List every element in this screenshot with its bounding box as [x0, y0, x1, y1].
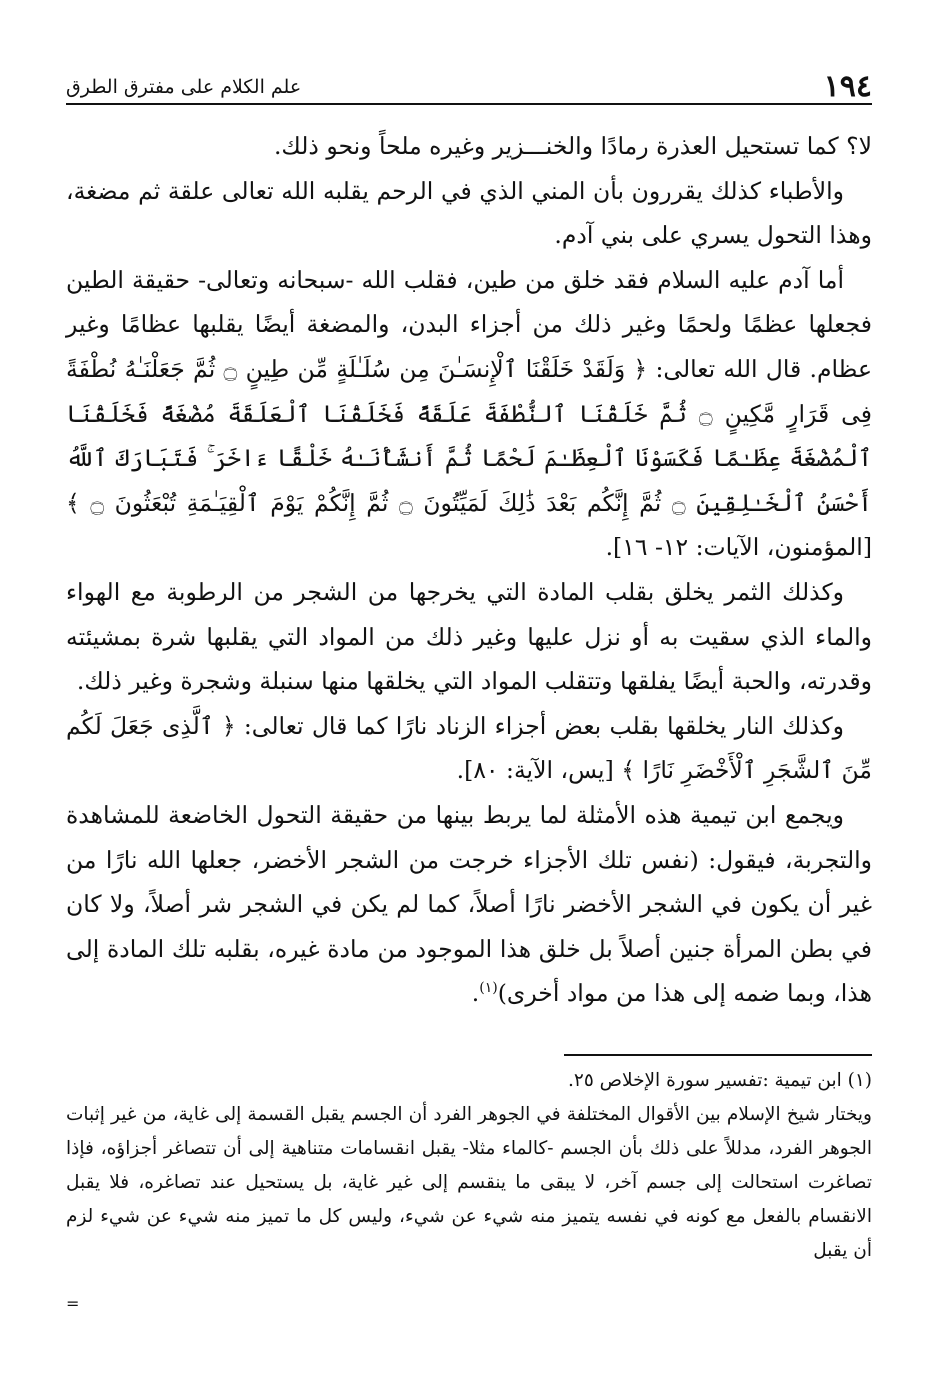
paragraph-2: والأطباء كذلك يقررون بأن المني الذي في الرحم يقلبه الله تعالى علقة ثم مضغة، وهذا التحول يسري على بني آدم.: [66, 176, 872, 250]
header-divider: [66, 103, 872, 105]
paragraph-4: وكذلك الثمر يخلق بقلب المادة التي يخرجها من الشجر من الرطوبة مع الهواء والماء الذي سقيت به أو نزل عليها وغير ذلك من المواد التي يقلبها شرة بمشيئته وقدرته، والحبة أيضًا يفلقها وتتقلب المواد التي يخلقها منها سنبلة وشجرة وغير ذلك.: [66, 577, 872, 696]
footnote-reference: (١) ابن تيمية :تفسير سورة الإخلاص ٢٥.: [568, 1070, 872, 1091]
paragraph-5: وكذلك النار يخلقها بقلب بعض أجزاء الزناد نارًا كما قال تعالى: ﴿ ٱلَّذِى جَعَلَ لَكُم مِّنَ ٱلشَّجَرِ ٱلْأَخْضَرِ نَارًا ﴾ [يس، الآية: ٨٠].: [66, 711, 872, 785]
paragraph-6: ويجمع ابن تيمية هذه الأمثلة لما يربط بينها من حقيقة التحول الخاضعة للمشاهدة والتجربة، فيقول: (نفس تلك الأجزاء خرجت من الشجر الأخضر، جعلها الله نارًا من غير أن يكون في الشجر الأخضر نارًا أصلاً، كما لم يكن في الشجر شر أصلاً، ولا كان في بطن المرأة جنين أصلاً بل خلق هذا الموجود من مادة غيره، بقلبه تلك المادة إلى هذا، وبما ضمه إلى هذا من مواد أخرى)$^{(١)}$.: [66, 800, 872, 1008]
running-title: علم الكلام على مفترق الطرق: [66, 76, 302, 98]
footnotes: [66, 1064, 872, 1268]
continuation-mark: =: [66, 1294, 80, 1313]
main-text: [66, 124, 872, 1016]
paragraph-3: أما آدم عليه السلام فقد خلق من طين، فقلب الله -سبحانه وتعالى- حقيقة الطين فجعلها عظمًا ولحمًا وغير ذلك من أجزاء البدن، والمضغة أيضًا يقلبها عظامًا وغير عظام. قال الله تعالى: ﴿ وَلَقَدْ خَلَقْنَا ٱلْإِنسَـٰنَ مِن سُلَـٰلَةٍ مِّن طِينٍ ۝ ثُمَّ جَعَلْنَـٰهُ نُطْفَةً فِى قَرَارٍ مَّكِينٍ ۝ ثُمَّ خَلَقْنَا ٱلنُّطْفَةَ عَلَقَةً فَخَلَقْنَا ٱلْعَلَقَةَ مُضْغَةً فَخَلَقْنَا ٱلْمُضْغَةَ عِظَـٰمًا فَكَسَوْنَا ٱلْعِظَـٰمَ لَحْمًا ثُمَّ أَنشَأْنَـٰهُ خَلْقًا ءَاخَرَ ۚ فَتَبَارَكَ ٱللَّهُ أَحْسَنُ ٱلْخَـٰلِقِينَ ۝ ثُمَّ إِنَّكُم بَعْدَ ذَٰلِكَ لَمَيِّتُونَ ۝ ثُمَّ إِنَّكُمْ يَوْمَ ٱلْقِيَـٰمَةِ تُبْعَثُونَ ۝ ﴾ [المؤمنون، الآيات: ١٢- ١٦].: [66, 265, 873, 562]
paragraph-6-text: ويجمع ابن تيمية هذه الأمثلة لما يربط بينها من حقيقة التحول الخاضعة للمشاهدة والتجربة، فيقول: (نفس تلك الأجزاء خرجت من الشجر الأخضر، جعلها الله نارًا من غير أن يكون في الشجر الأخضر نارًا أصلاً، كما لم يكن في الشجر شر أصلاً، ولا كان في بطن المرأة جنين أصلاً بل خلق هذا الموجود من مادة غيره، بقلبه تلك المادة إلى هذا، وبما ضمه إلى هذا من مواد أخرى): [66, 800, 872, 1008]
paragraph-1: لا؟ كما تستحيل العذرة رمادًا والخنـــزير وغيره ملحاً ونحو ذلك.: [273, 132, 872, 160]
footnote-divider: [564, 1054, 872, 1056]
page-header: [66, 62, 872, 102]
page-number: ١٩٤: [823, 69, 872, 104]
footnote-marker: (١): [479, 980, 498, 997]
footnote-text: ويختار شيخ الإسلام بين الأقوال المختلفة في الجوهر الفرد أن الجسم يقبل القسمة إلى غاية، من غير إثبات الجوهر الفرد، مدللاً على ذلك بأن الجسم -كالماء مثلا- يقبل انقسامات متناهية إلى أن تتصاغر أجزاؤه، فإذا تصاغرت استحالت إلى جسم آخر، لا يبقى ما ينقسم إلى غير غاية، بل يستحيل عند تصاغره، فلا يقبل الانقسام بالفعل مع كونه في نفسه يتميز منه شيء عن شيء، وليس كل ما تميز منه شيء عن شيء لزم أن يقبل: [66, 1104, 872, 1261]
